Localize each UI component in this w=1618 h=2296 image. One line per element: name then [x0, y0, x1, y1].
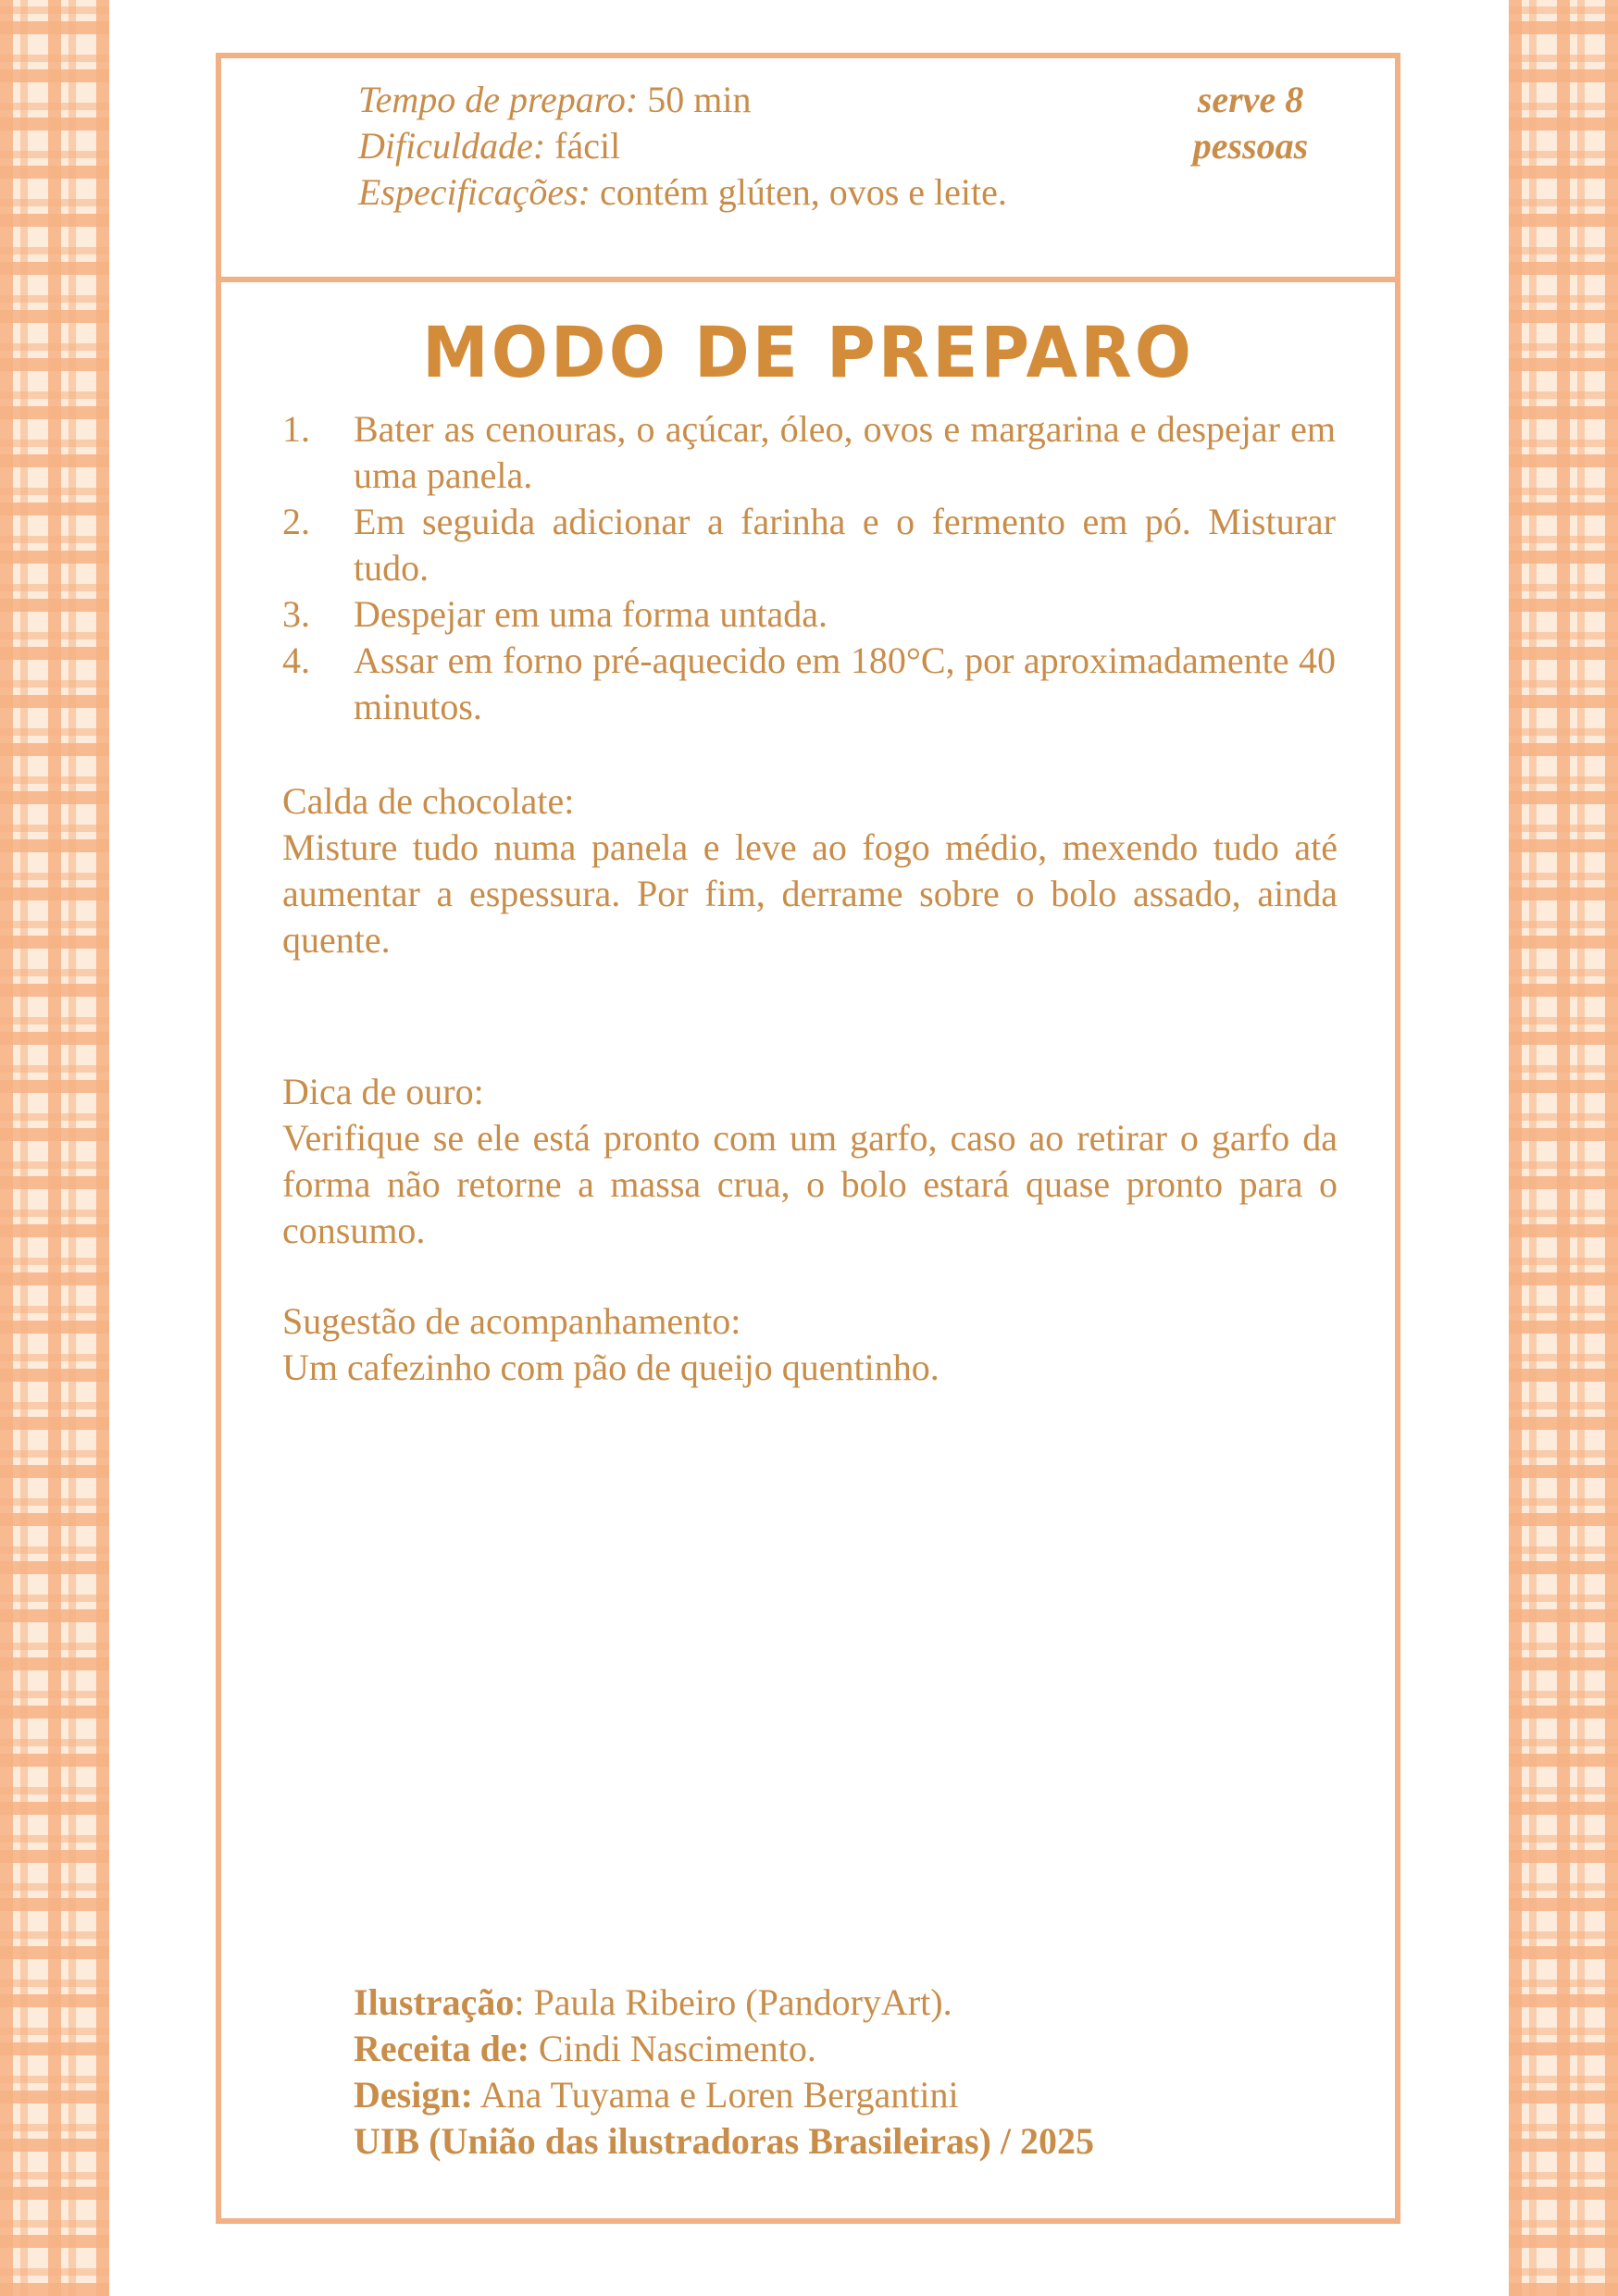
credit-design: Design: Ana Tuyama e Loren Bergantini	[354, 2074, 959, 2116]
plaid-border-right	[1509, 0, 1618, 2296]
step-item: 2. Em seguida adicionar a farinha e o fermento em pó. Misturar tudo.	[282, 501, 1336, 589]
calda-heading: Calda de chocolate:	[282, 780, 575, 822]
prep-time: Tempo de preparo: 50 min	[358, 79, 752, 120]
difficulty: Dificuldade: fácil	[358, 125, 621, 167]
credit-uib: UIB (União das ilustradoras Brasileiras) / 2025	[354, 2120, 1095, 2162]
credit-recipe: Receita de: Cindi Nascimento.	[354, 2028, 816, 2069]
card-divider	[221, 277, 1395, 282]
servings: serve 8 pessoas	[1192, 79, 1309, 167]
step-item: 1. Bater as cenouras, o açúcar, óleo, ovos e margarina e despejar em uma panela.	[282, 408, 1336, 496]
calda-text: Misture tudo numa panela e leve ao fogo médio, mexendo tudo até aumentar a espessura. Por fim, derrame sobre o bolo assado, ainda quente.	[282, 826, 1338, 961]
section-title: MODO DE PREPARO	[422, 311, 1194, 394]
steps-list	[282, 406, 1336, 730]
credits	[354, 1980, 1094, 2165]
step-item: 4. Assar em forno pré-aquecido em 180°C, por aproximadamente 40 minutos.	[282, 639, 1336, 727]
sugestao-heading: Sugestão de acompanhamento:	[282, 1300, 741, 1342]
specifications: Especificações: contém glúten, ovos e leite.	[358, 171, 1007, 213]
plaid-border-left	[0, 0, 109, 2296]
calda-section	[282, 778, 1338, 963]
sugestao-section	[282, 1298, 1338, 1391]
dica-section	[282, 1069, 1338, 1254]
dica-text: Verifique se ele está pronto com um garfo, caso ao retirar o garfo da forma não retorne a massa crua, o bolo estará quase pronto para o consumo.	[282, 1117, 1338, 1251]
recipe-card	[216, 53, 1400, 2224]
step-item: 3. Despejar em uma forma untada.	[282, 593, 828, 635]
dica-heading: Dica de ouro:	[282, 1071, 484, 1112]
recipe-meta	[358, 77, 1007, 216]
sugestao-text: Um cafezinho com pão de queijo quentinho.	[282, 1347, 940, 1388]
credit-illustration: Ilustração: Paula Ribeiro (PandoryArt).	[354, 1981, 952, 2023]
